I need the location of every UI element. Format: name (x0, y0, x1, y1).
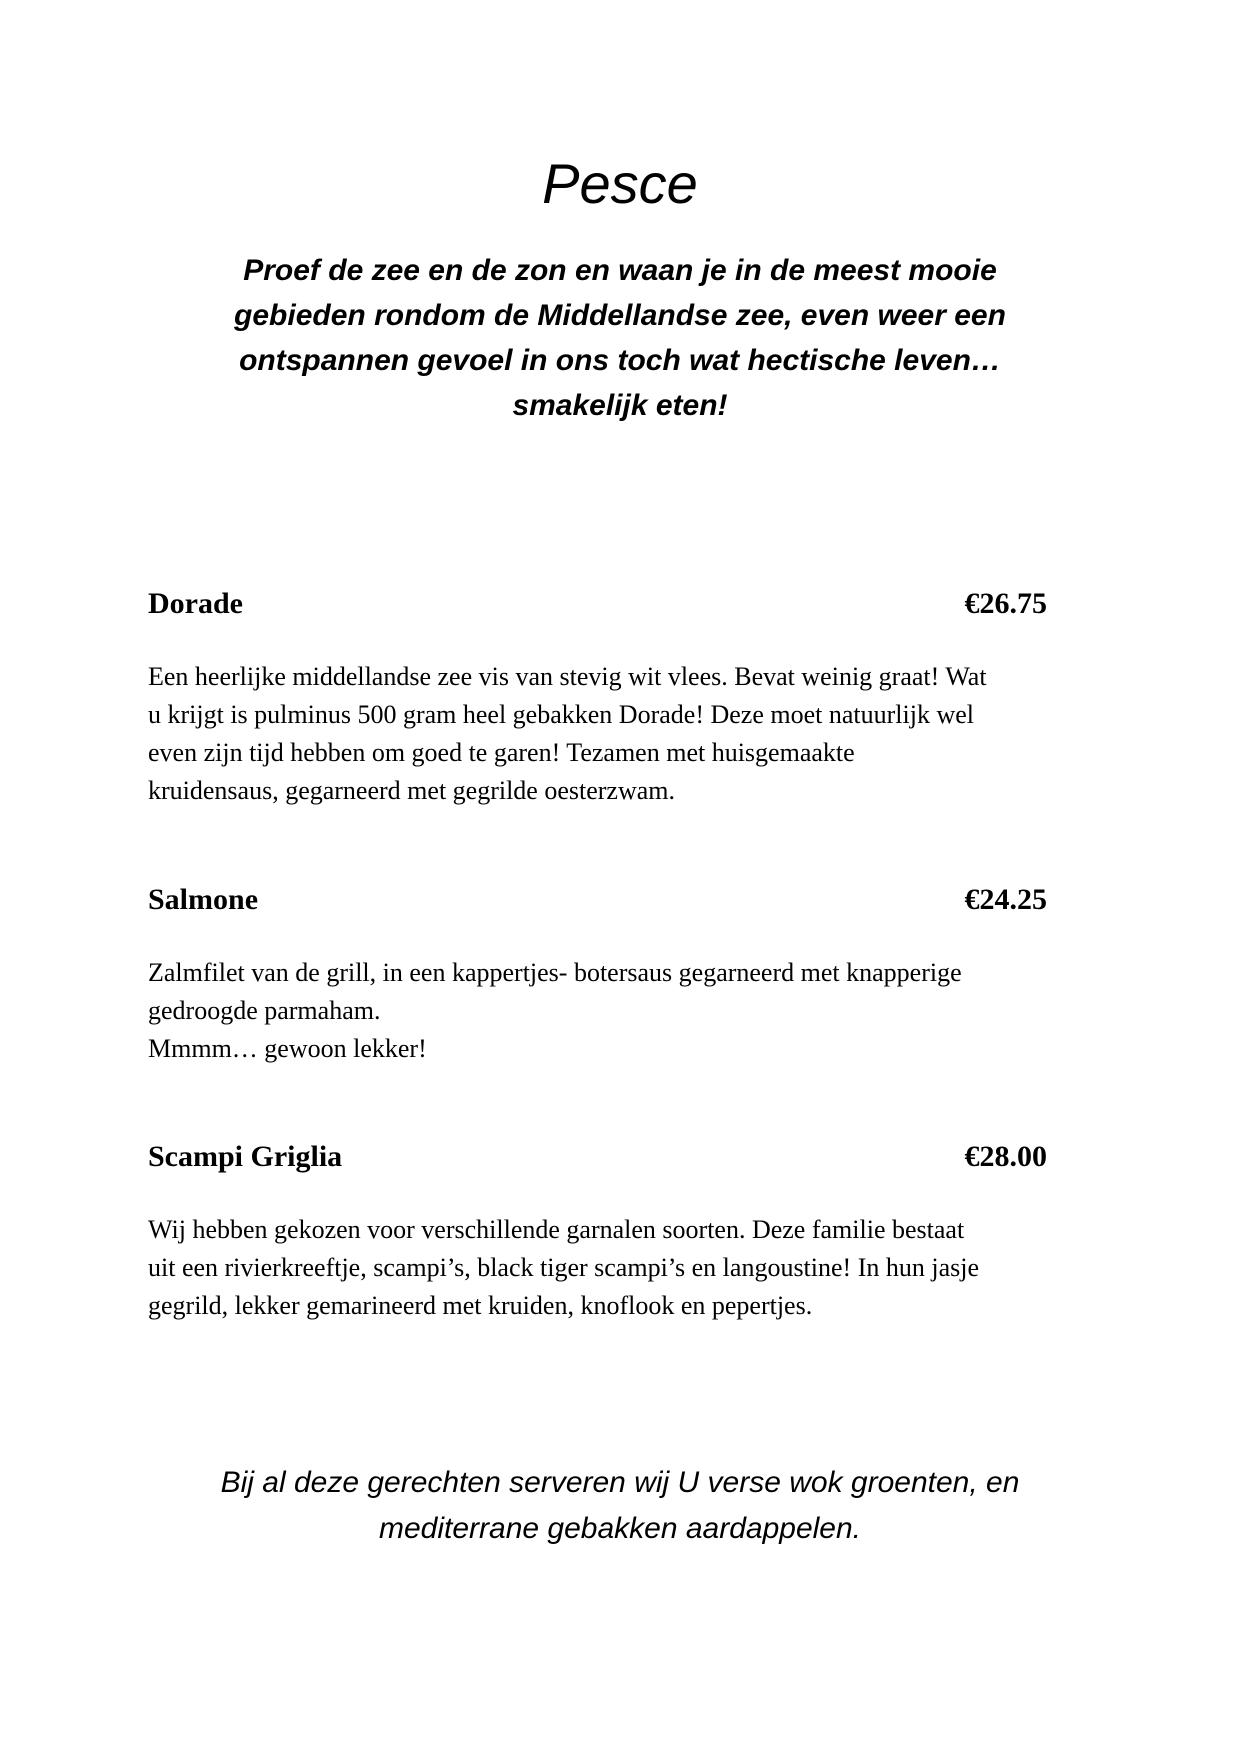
menu-item-name: Dorade (148, 587, 243, 620)
menu-item-description (148, 1211, 1098, 1325)
description-line: uit een rivierkreeftje, scampi’s, black tiger scampi’s en langoustine! In hun jasje (148, 1253, 980, 1282)
description-line: Zalmfilet van de grill, in een kappertjes- botersaus gegarneerd met knapperige (148, 958, 962, 987)
footer-note-line: mediterrane gebakken aardappelen. (378, 1512, 861, 1545)
menu-item-dorade (148, 582, 1098, 810)
description-line: u krijgt is pulminus 500 gram heel gebakken Dorade! Deze moet natuurlijk wel (148, 700, 974, 729)
page-title: Pesce (542, 152, 698, 215)
intro-line: Proef de zee en de zon en waan je in de meest mooie (243, 254, 997, 287)
menu-item-header (148, 878, 1098, 922)
menu-item-name: Salmone (148, 883, 259, 916)
menu-item-price: €28.00 (964, 1140, 1047, 1173)
menu-item-header (148, 1135, 1098, 1179)
description-line: Een heerlijke middellandse zee vis van stevig wit vlees. Bevat weinig graat! Wat (148, 662, 987, 691)
footer-note-line: Bij al deze gerechten serveren wij U verse wok groenten, en (220, 1466, 1020, 1499)
menu-item-description (148, 954, 1098, 1068)
intro-line: smakelijk eten! (512, 389, 728, 422)
description-line: gedroogde parmaham. (148, 996, 381, 1025)
menu-item-price: €26.75 (964, 587, 1047, 620)
menu-item-header (148, 582, 1098, 626)
description-line: Wij hebben gekozen voor verschillende garnalen soorten. Deze familie bestaat (148, 1215, 965, 1244)
menu-item-price: €24.25 (964, 883, 1047, 916)
footer-note (150, 1460, 1090, 1552)
intro-line: gebieden rondom de Middellandse zee, even weer een (234, 299, 1006, 332)
description-line: even zijn tijd hebben om goed te garen! Tezamen met huisgemaakte (148, 738, 855, 767)
intro-text (150, 248, 1090, 428)
description-line: kruidensaus, gegarneerd met gegrilde oesterzwam. (148, 776, 676, 805)
description-line: gegrild, lekker gemarineerd met kruiden, knoflook en pepertjes. (148, 1291, 813, 1320)
menu-item-salmone (148, 878, 1098, 1068)
menu-item-name: Scampi Griglia (148, 1140, 343, 1173)
description-line: Mmmm… gewoon lekker! (148, 1034, 427, 1063)
menu-item-scampi-griglia (148, 1135, 1098, 1325)
intro-line: ontspannen gevoel in ons toch wat hectische leven… (239, 344, 1001, 377)
menu-item-description (148, 658, 1098, 810)
